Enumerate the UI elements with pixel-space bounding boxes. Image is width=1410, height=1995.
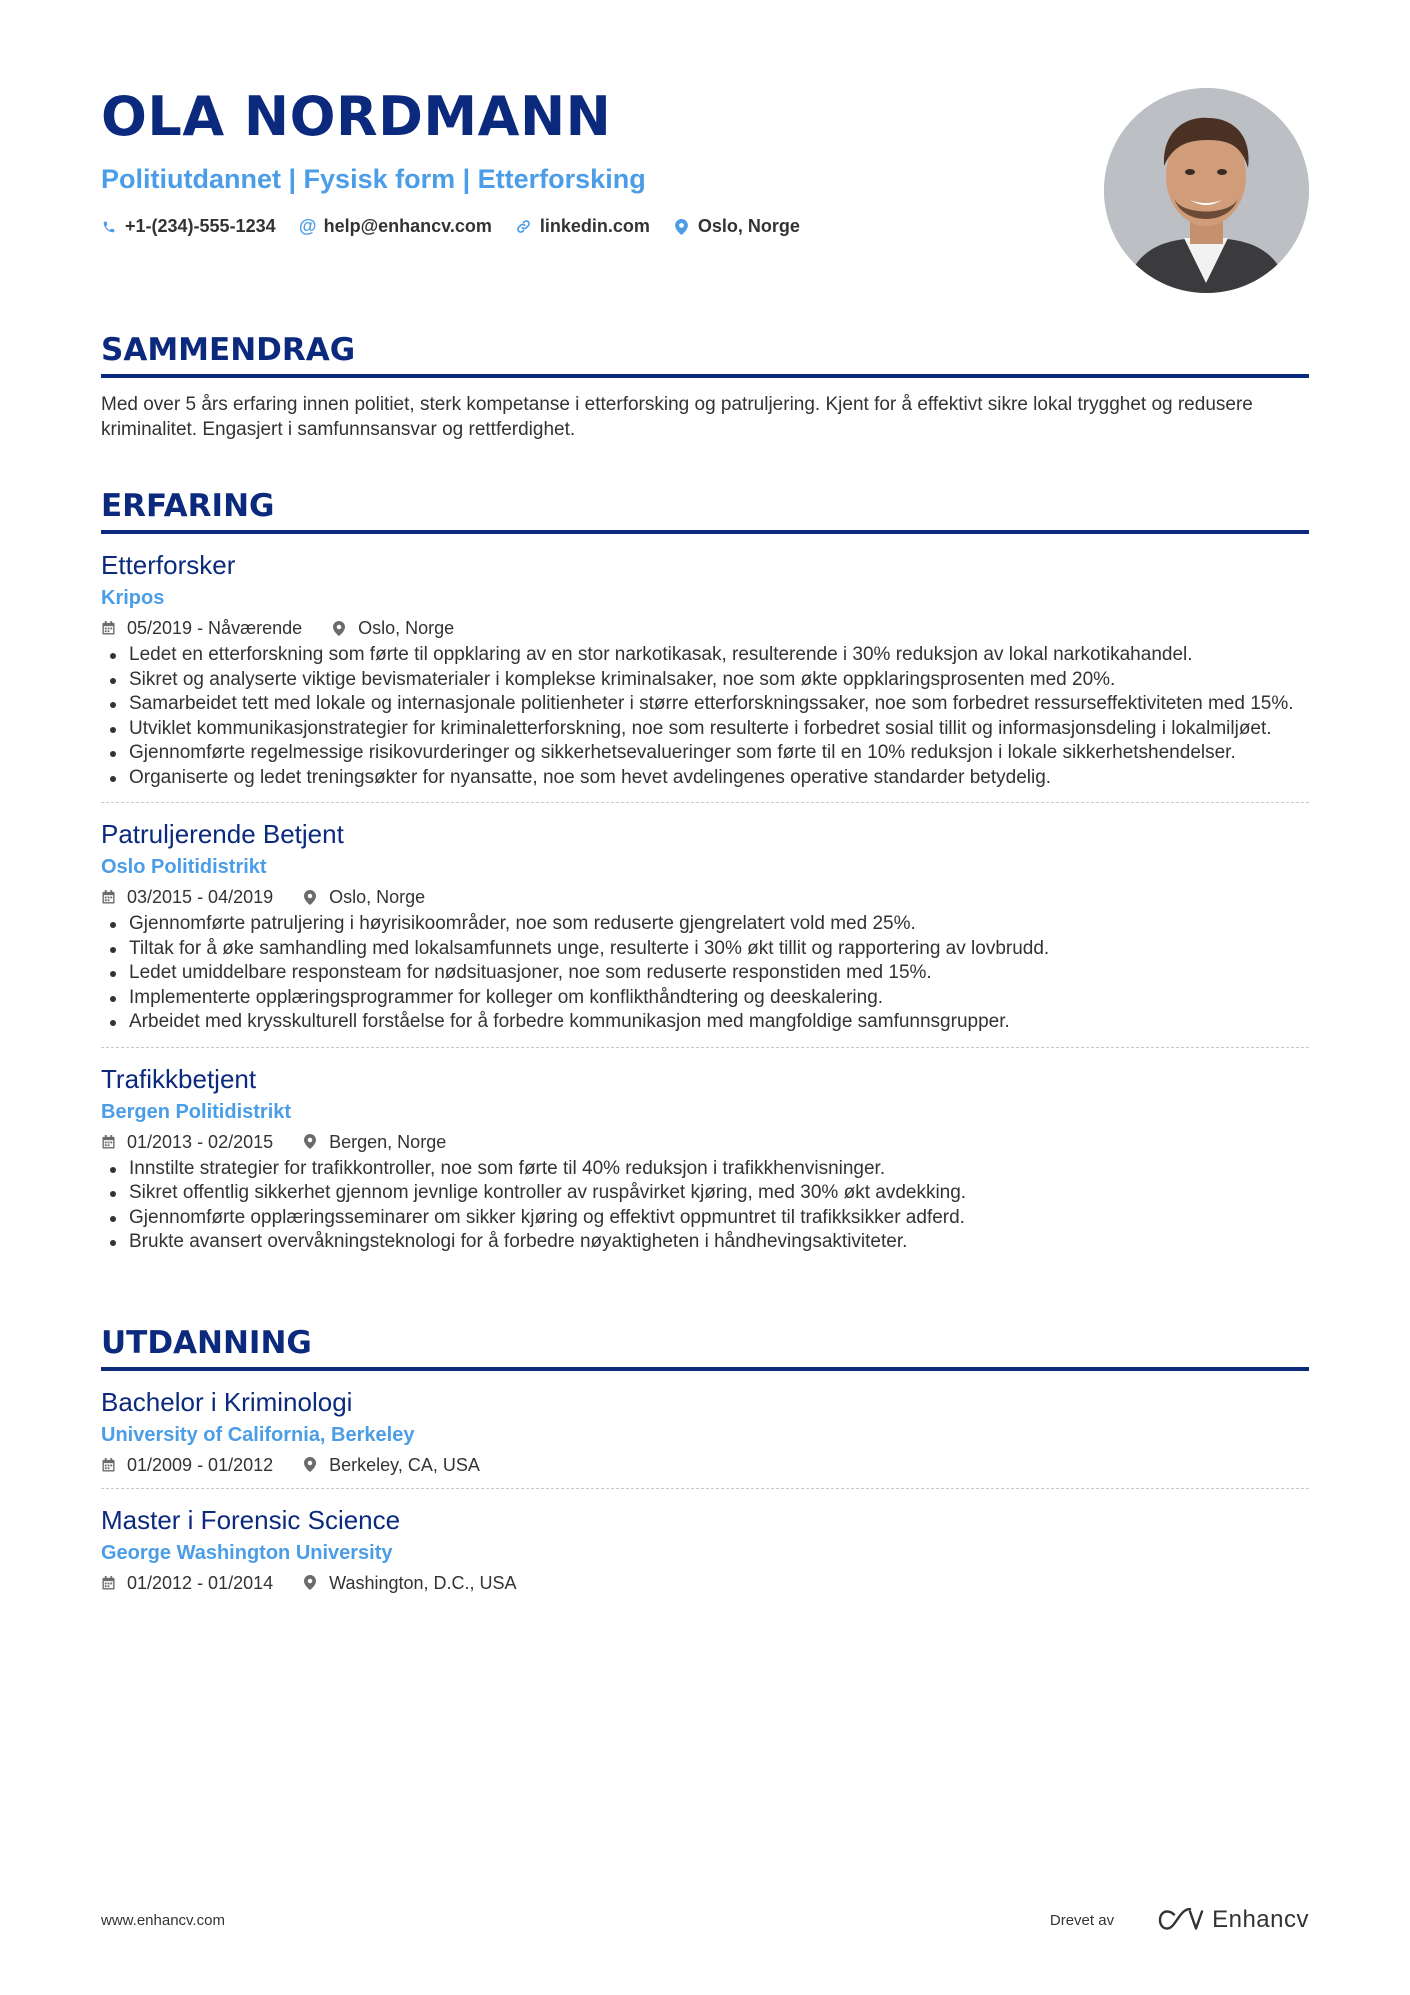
employer-name: Oslo Politidistrikt [101, 856, 267, 878]
job-bullets [101, 1157, 1309, 1255]
calendar-icon [101, 889, 115, 905]
job-title: Etterforsker [101, 550, 236, 580]
calendar-icon [101, 620, 115, 636]
bullet-item: Sikret offentlig sikkerhet gjennom jevnlige kontroller av ruspåvirket kjøring, med 30% økt avdekking. [101, 1181, 1309, 1206]
job-location [332, 617, 454, 639]
job-location [303, 1131, 446, 1153]
bullet-item: Innstilte strategier for trafikkontroller, noe som førte til 40% reduksjon i trafikkhenvisninger. [101, 1157, 1309, 1182]
experience-entry [101, 534, 1309, 803]
calendar-icon [101, 1457, 115, 1473]
education-dates [101, 1572, 273, 1594]
summary-text: Med over 5 års erfaring innen politiet, sterk kompetanse i etterforsking og patruljering. Kjent for å effektivt sikre lokal trygghet og redusere kriminalitet. Engasjert i samfunnsansvar og rettferdighet. [101, 394, 1253, 440]
job-location-text: Oslo, Norge [358, 618, 455, 638]
education-meta [101, 1454, 1309, 1476]
education-heading: UTDANNING [101, 1323, 1309, 1371]
bullet-item: Gjennomførte opplæringsseminarer om sikker kjøring og effektivt oppmuntret til trafikksikker adferd. [101, 1206, 1309, 1231]
map-pin-icon [303, 1457, 317, 1473]
education-location-text: Berkeley, CA, USA [329, 1454, 480, 1475]
job-title: Trafikkbetjent [101, 1063, 257, 1094]
education-location-text: Washington, D.C., USA [329, 1572, 517, 1593]
education-dates-text: 01/2009 - 01/2012 [127, 1454, 274, 1475]
job-title: Patruljerende Betjent [101, 819, 344, 849]
education-dates [101, 1454, 273, 1476]
education-meta [101, 1572, 1309, 1594]
contact-location [674, 216, 800, 237]
contact-phone-text: +1-(234)-555-1234 [125, 216, 276, 236]
bullet-item: Brukte avansert overvåkningsteknologi for å forbedre nøyaktigheten i håndhevingsaktiviteter. [101, 1230, 1309, 1255]
at-icon: @ [298, 216, 317, 236]
bullet-item: Tiltak for å øke samhandling med lokalsamfunnets unge, resulterte i 30% økt tillit og rapportering av lovbrudd. [101, 937, 1309, 962]
footer-website-link[interactable]: www.enhancv.com [101, 1911, 225, 1929]
bullet-item: Gjennomførte regelmessige risikovurderinger og sikkerhetsevalueringer som førte til en 10% reduksjon i lokale sikkerhetshendelser. [101, 741, 1309, 766]
profile-photo [1104, 88, 1309, 293]
map-pin-icon [303, 889, 317, 905]
enhancv-logo-icon [1158, 1908, 1204, 1932]
bullet-item: Utviklet kommunikasjonstrategier for kriminaletterforskning, noe som resulterte i forbedret sosial tillit og informasjonsdeling i lokalmiljøet. [101, 717, 1309, 742]
experience-entry [101, 1048, 1309, 1267]
employer-name: Bergen Politidistrikt [101, 1100, 292, 1123]
education-entry [101, 1371, 1309, 1489]
job-location-text: Oslo, Norge [329, 887, 426, 907]
job-meta [101, 1131, 1309, 1153]
map-pin-icon [303, 1575, 317, 1591]
education-location [303, 1572, 516, 1594]
map-pin-icon [674, 218, 690, 236]
job-meta [101, 886, 1309, 908]
education-entry [101, 1489, 1309, 1606]
job-meta [101, 617, 1309, 639]
job-bullets [101, 643, 1309, 790]
summary-heading: SAMMENDRAG [101, 330, 1309, 378]
job-dates-text: 03/2015 - 04/2019 [127, 887, 274, 907]
bullet-item: Samarbeidet tett med lokale og internasjonale politienheter i større etterforskningssaker, noe som forbedret ressurseffektiviteten med 15%. [101, 692, 1309, 717]
experience-entry [101, 803, 1309, 1048]
job-dates-text: 05/2019 - Nåværende [127, 618, 303, 638]
bullet-item: Organiserte og ledet treningsøkter for nyansatte, noe som hevet avdelingenes operative standarder betydelig. [101, 766, 1309, 791]
bullet-item: Gjennomførte patruljering i høyrisikoområder, noe som reduserte gjengrelatert vold med 25%. [101, 912, 1309, 937]
job-bullets [101, 912, 1309, 1035]
education-dates-text: 01/2012 - 01/2014 [127, 1572, 274, 1593]
enhancv-logo[interactable] [1158, 1906, 1309, 1934]
job-location [303, 886, 425, 908]
job-dates [101, 886, 273, 908]
bullet-item: Ledet en etterforskning som førte til oppklaring av en stor narkotikasak, resulterende i 30% reduksjon av lokal narkotikahandel. [101, 643, 1309, 668]
powered-by-label: Drevet av [1049, 1911, 1115, 1929]
contact-email-text: help@enhancv.com [323, 216, 492, 236]
footer-branding [1050, 1906, 1309, 1934]
job-dates [101, 617, 302, 639]
contact-linkedin-text: linkedin.com [539, 216, 650, 236]
job-dates [101, 1131, 273, 1153]
job-dates-text: 01/2013 - 02/2015 [127, 1131, 274, 1152]
school-name: George Washington University [101, 1541, 393, 1564]
bullet-item: Sikret og analyserte viktige bevismaterialer i komplekse kriminalsaker, noe som økte oppklaringsprosenten med 20%. [101, 668, 1309, 693]
summary-section [101, 330, 1309, 442]
map-pin-icon [332, 620, 346, 636]
link-icon [516, 218, 532, 236]
employer-name: Kripos [101, 587, 165, 609]
bullet-item: Arbeidet med krysskulturell forståelse for å forbedre kommunikasjon med mangfoldige samfunnsgrupper. [101, 1010, 1309, 1035]
brand-name: Enhancv [1212, 1906, 1309, 1933]
contact-location-text: Oslo, Norge [697, 216, 800, 236]
calendar-icon [101, 1575, 115, 1591]
degree-title: Master i Forensic Science [101, 1504, 401, 1535]
contact-phone[interactable] [101, 216, 276, 237]
candidate-name: OLA NORDMANN [101, 85, 612, 148]
candidate-headline: Politiutdannet | Fysisk form | Etterforsking [101, 164, 646, 194]
degree-title: Bachelor i Kriminologi [101, 1386, 353, 1417]
experience-section [101, 486, 1309, 1267]
school-name: University of California, Berkeley [101, 1423, 415, 1446]
resume-header [101, 0, 1309, 300]
contact-linkedin[interactable] [516, 216, 650, 237]
contact-email[interactable] [300, 216, 492, 237]
calendar-icon [101, 1134, 115, 1150]
phone-icon [101, 218, 117, 236]
map-pin-icon [303, 1134, 317, 1150]
education-location [303, 1454, 480, 1476]
bullet-item: Ledet umiddelbare responsteam for nødsituasjoner, noe som reduserte responstiden med 15%. [101, 961, 1309, 986]
page-footer [101, 1905, 1309, 1935]
experience-heading: ERFARING [101, 486, 1309, 534]
job-location-text: Bergen, Norge [329, 1131, 447, 1152]
education-section [101, 1323, 1309, 1606]
bullet-item: Implementerte opplæringsprogrammer for kolleger om konflikthåndtering og deeskalering. [101, 986, 1309, 1011]
